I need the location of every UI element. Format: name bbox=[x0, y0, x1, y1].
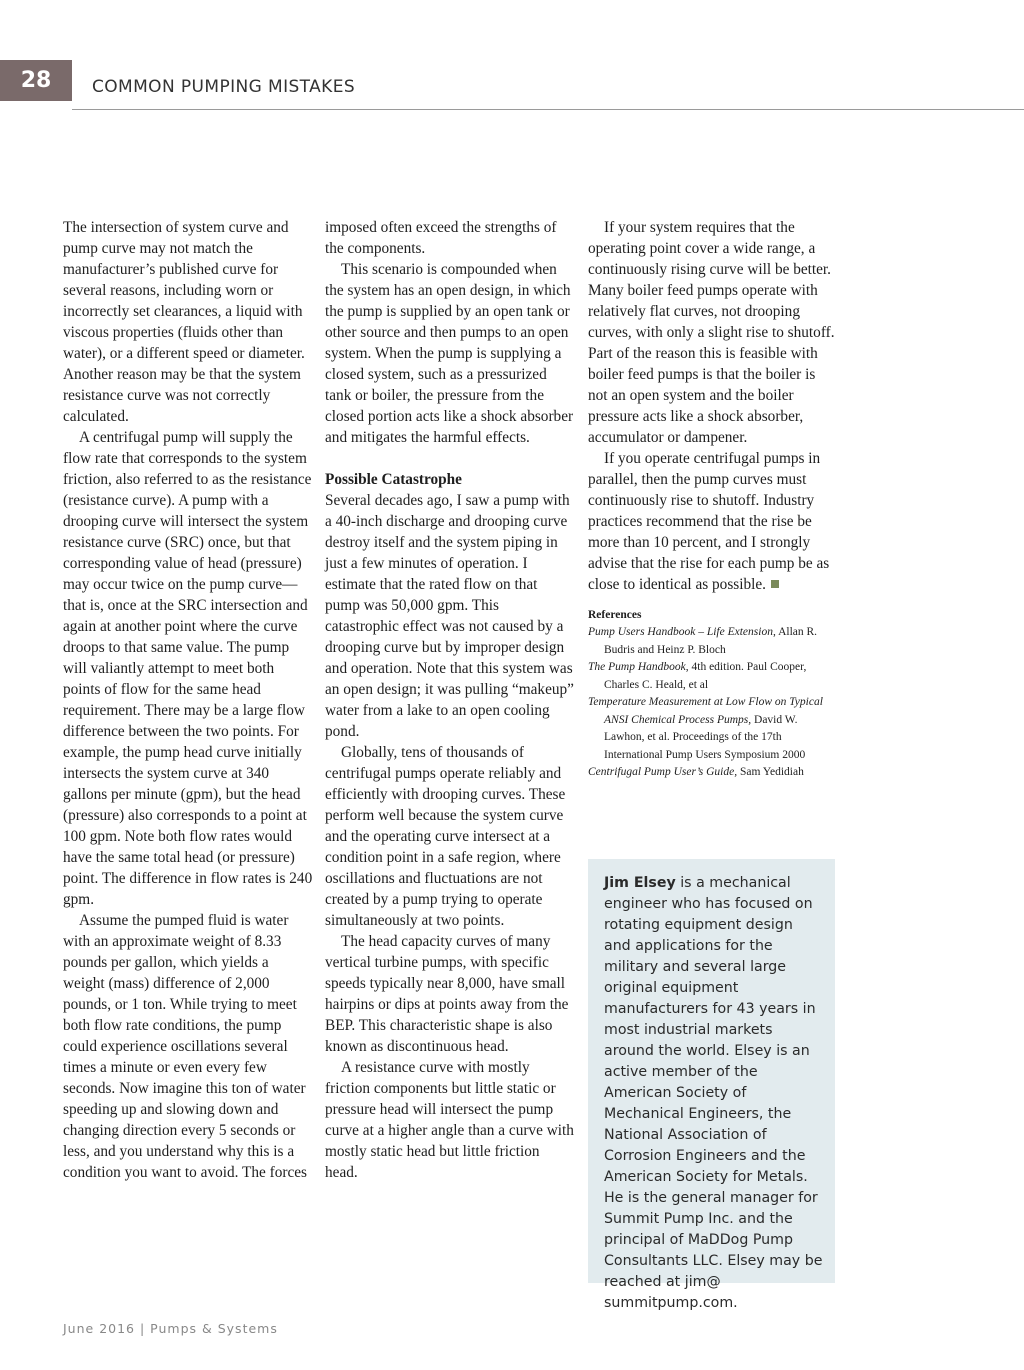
reference-detail: , Allan R. Budris and Heinz P. Bloch bbox=[604, 626, 818, 656]
author-bio-box bbox=[588, 859, 835, 1311]
reference-title: The Pump Handbook bbox=[588, 661, 686, 673]
reference-item bbox=[588, 694, 836, 764]
references-title: References bbox=[588, 609, 642, 621]
reference-detail: Sam Yedidiah bbox=[737, 766, 804, 778]
references-list bbox=[588, 624, 836, 782]
article-column-3 bbox=[588, 217, 836, 782]
reference-item bbox=[588, 659, 836, 694]
section-title: COMMON PUMPING MISTAKES bbox=[92, 77, 356, 97]
page-footer: June 2016 | Pumps & Systems bbox=[63, 1321, 278, 1336]
end-mark-icon bbox=[771, 580, 779, 588]
article-column-2 bbox=[325, 217, 575, 1183]
paragraph-text: If you operate centrifugal pumps in parallel, then the pump curves must continuously rise to shutoff. Industry practices recommend that the rise be more than 10 percent, and I strongly advise that the rise for each pump be as close to identical as possible. bbox=[588, 450, 830, 593]
article-column-1 bbox=[63, 217, 313, 1183]
reference-title: Centrifugal Pump User’s Guide, bbox=[588, 766, 738, 778]
reference-detail: , 4th edition. Paul Cooper, Charles C. Heald, et al bbox=[604, 661, 807, 691]
paragraph: imposed often exceed the strengths of the components. bbox=[325, 219, 557, 257]
subheading: Possible Catastrophe bbox=[325, 471, 462, 488]
author-name: Jim Elsey bbox=[604, 875, 676, 891]
paragraph: This scenario is compounded when the system has an open design, in which the pump is supplied by an open tank or other source and then pumps to an open system. When the pump is supplying a closed system, such as a pressurized tank or boiler, the pressure from the closed portion acts like a shock absorber and mitigates the harmful effects. bbox=[325, 261, 574, 446]
paragraph: Assume the pumped fluid is water with an approximate weight of 8.33 pounds per gallon, which yields a weight (mass) difference of 2,000 pounds, or 1 ton. While trying to meet both flow rate conditions, the pump could experience oscillations several times a minute or even every few seconds. Now imagine this ton of water speeding up and slowing down and changing direction every 5 seconds or less, and you understand why this is a condition you want to avoid. The forces bbox=[63, 912, 307, 1181]
paragraph: The head capacity curves of many vertical turbine pumps, with specific speeds typically near 8,000, have small hairpins or dips at points away from the BEP. This characteristic shape is also known as discontinuous head. bbox=[325, 933, 569, 1055]
paragraph: Globally, tens of thousands of centrifugal pumps operate reliably and efficiently with drooping curves. These perform well because the system curve and the operating curve intersect at a condition point in a safe region, where oscillations and fluctuations are not created by a pump trying to operate simultaneously at two points. bbox=[325, 744, 566, 929]
paragraph: If your system requires that the operating point cover a wide range, a continuously rising curve will be better. Many boiler feed pumps operate with relatively flat curves, not drooping curves, with only a slight rise to shutoff. Part of the reason this is feasible with boiler feed pumps is that the boiler is not an open system and the boiler pressure acts like a shock absorber, accumulator or dampener. bbox=[588, 219, 835, 446]
reference-item bbox=[588, 624, 836, 659]
paragraph: A centrifugal pump will supply the flow rate that corresponds to the system friction, also referred to as the resistance (resistance curve). A pump with a drooping curve will intersect the system resistance curve (SRC) once, but that corresponding value of head (pressure) may occur twice on the pump curve—that is, once at the SRC intersection and again at another point where the curve droops to that same value. The pump will valiantly attempt to meet both points of flow for the same head requirement. There may be a large flow difference between the two points. For example, the pump head curve initially intersects the system curve at 340 gallons per minute (gpm), but the head (pressure) also corresponds to a point at 100 gpm. Note both flow rates would have the same total head (or pressure) point. The difference in flow rates is 240 gpm. bbox=[63, 429, 313, 908]
reference-title: Pump Users Handbook – Life Extension bbox=[588, 626, 773, 638]
author-bio-text: is a mechanical engineer who has focused on rotating equipment design and applications for the military and several large original equipment manufacturers for 43 years in most industrial markets around the world. Elsey is an active member of the American Society of Mechanical Engineers, the National Association of Corrosion Engineers and the American Society for Metals. He is the general manager for Summit Pump Inc. and the principal of MaDDog Pump Consultants LLC. Elsey may be reached at jim@ summitpump.com. bbox=[604, 875, 823, 1311]
paragraph: A resistance curve with mostly friction components but little static or pressure head will intersect the pump curve at a higher angle than a curve with mostly static head but little friction head. bbox=[325, 1059, 574, 1181]
page-number: 28 bbox=[0, 60, 72, 101]
reference-item bbox=[588, 764, 836, 782]
paragraph: The intersection of system curve and pump curve may not match the manufacturer’s published curve for several reasons, including worn or incorrectly set clearances, a liquid with viscous properties (fluids other than water), or a different speed or diameter. Another reason may be that the system resistance curve was not correctly calculated. bbox=[63, 219, 305, 425]
header-rule bbox=[72, 109, 1024, 110]
paragraph: Several decades ago, I saw a pump with a 40-inch discharge and drooping curve destroy itself and the system piping in just a few minutes of operation. I estimate that the rated flow on that pump was 50,000 gpm. This catastrophic effect was not caused by a drooping curve but by improper design and operation. Note that this system was an open design; it was pulling “makeup” water from a lake to an open cooling pond. bbox=[325, 492, 574, 740]
paragraph bbox=[588, 448, 836, 595]
reference-detail: David W. Lawhon, et al. Proceedings of the 17th International Pump Users Symposium 2000 bbox=[604, 713, 806, 761]
reference-title: Temperature Measurement at Low Flow on Typical ANSI Chemical Process Pumps, bbox=[588, 696, 823, 726]
